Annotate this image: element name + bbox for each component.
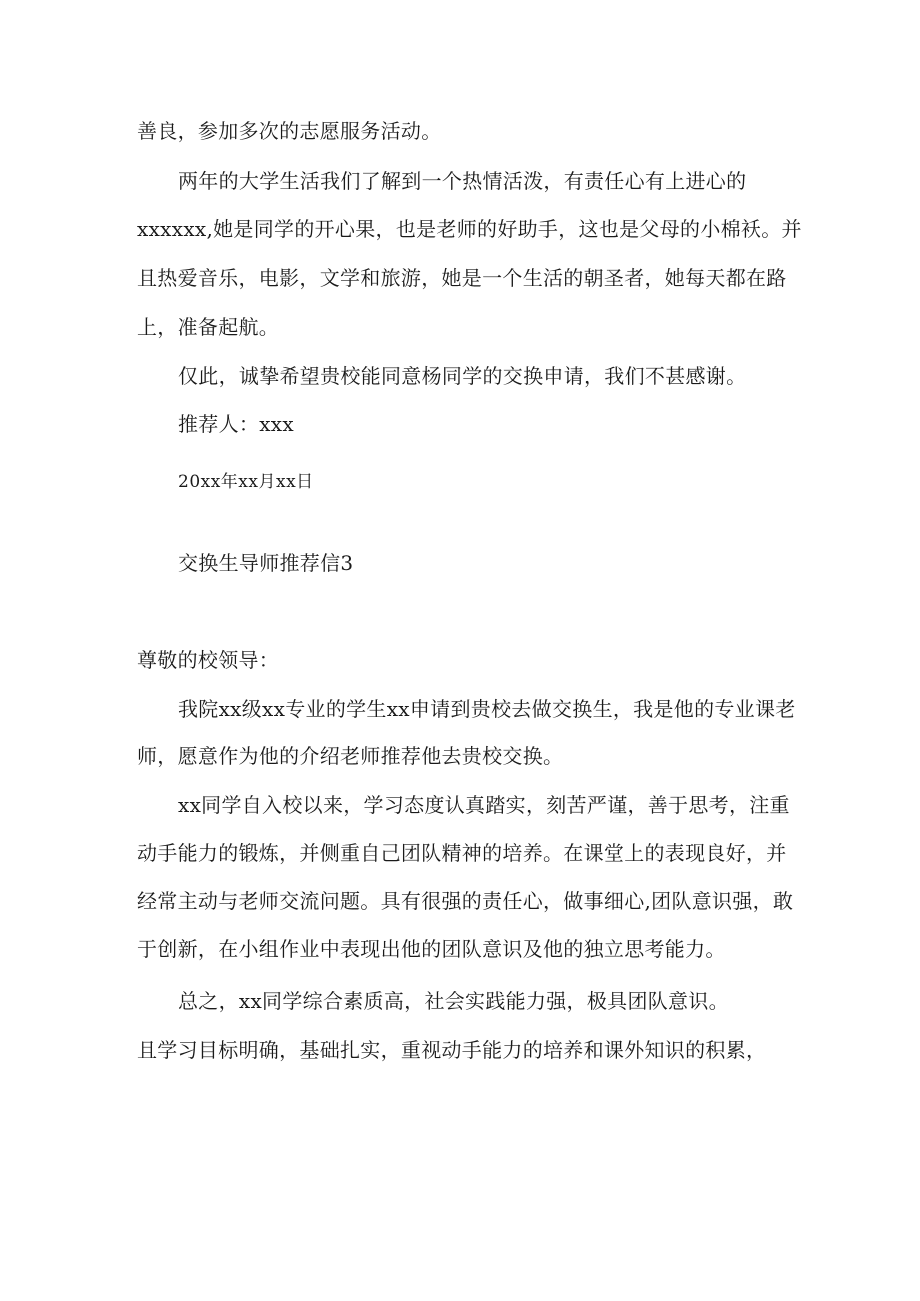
text-line: 且热爱音乐，电影，文学和旅游，她是一个生活的朝圣者，她每天都在路: [137, 266, 787, 290]
text-line: 且学习目标明确，基础扎实，重视动手能力的培养和课外知识的积累，: [137, 1038, 767, 1062]
text-line: 两年的大学生活我们了解到一个热情活泼，有责任心有上进心的: [178, 169, 747, 193]
text-line: 师，愿意作为他的介绍老师推荐他去贵校交换。: [137, 744, 564, 768]
text-line: 仅此，诚挚希望贵校能同意杨同学的交换申请，我们不甚感谢。: [178, 364, 747, 388]
salutation: 尊敬的校领导：: [137, 648, 280, 672]
text-line: xx同学自入校以来，学习态度认真踏实，刻苦严谨，善于思考，注重: [178, 793, 790, 817]
text-line: 善良，参加多次的志愿服务活动。: [137, 119, 442, 143]
text-line: 总之，xx同学综合素质高，社会实践能力强，极具团队意识。: [178, 989, 729, 1013]
text-line: 动手能力的锻炼，并侧重自己团队精神的培养。在课堂上的表现良好，并: [137, 841, 787, 865]
text-line: 于创新，在小组作业中表现出他的团队意识及他的独立思考能力。: [137, 937, 726, 961]
text-line: 经常主动与老师交流问题。具有很强的责任心，做事细心,团队意识强，敢: [137, 889, 794, 913]
recommender-line: 推荐人：xxx: [178, 412, 294, 436]
text-line: 我院xx级xx专业的学生xx申请到贵校去做交换生，我是他的专业课老: [178, 697, 796, 721]
letter-title: 交换生导师推荐信3: [178, 551, 354, 575]
text-line: xxxxxx,她是同学的开心果，也是老师的好助手，这也是父母的小棉袄。并: [137, 217, 802, 241]
text-line: 上，准备起航。: [137, 315, 280, 339]
date-line: 20xx年xx月xx日: [178, 472, 314, 492]
